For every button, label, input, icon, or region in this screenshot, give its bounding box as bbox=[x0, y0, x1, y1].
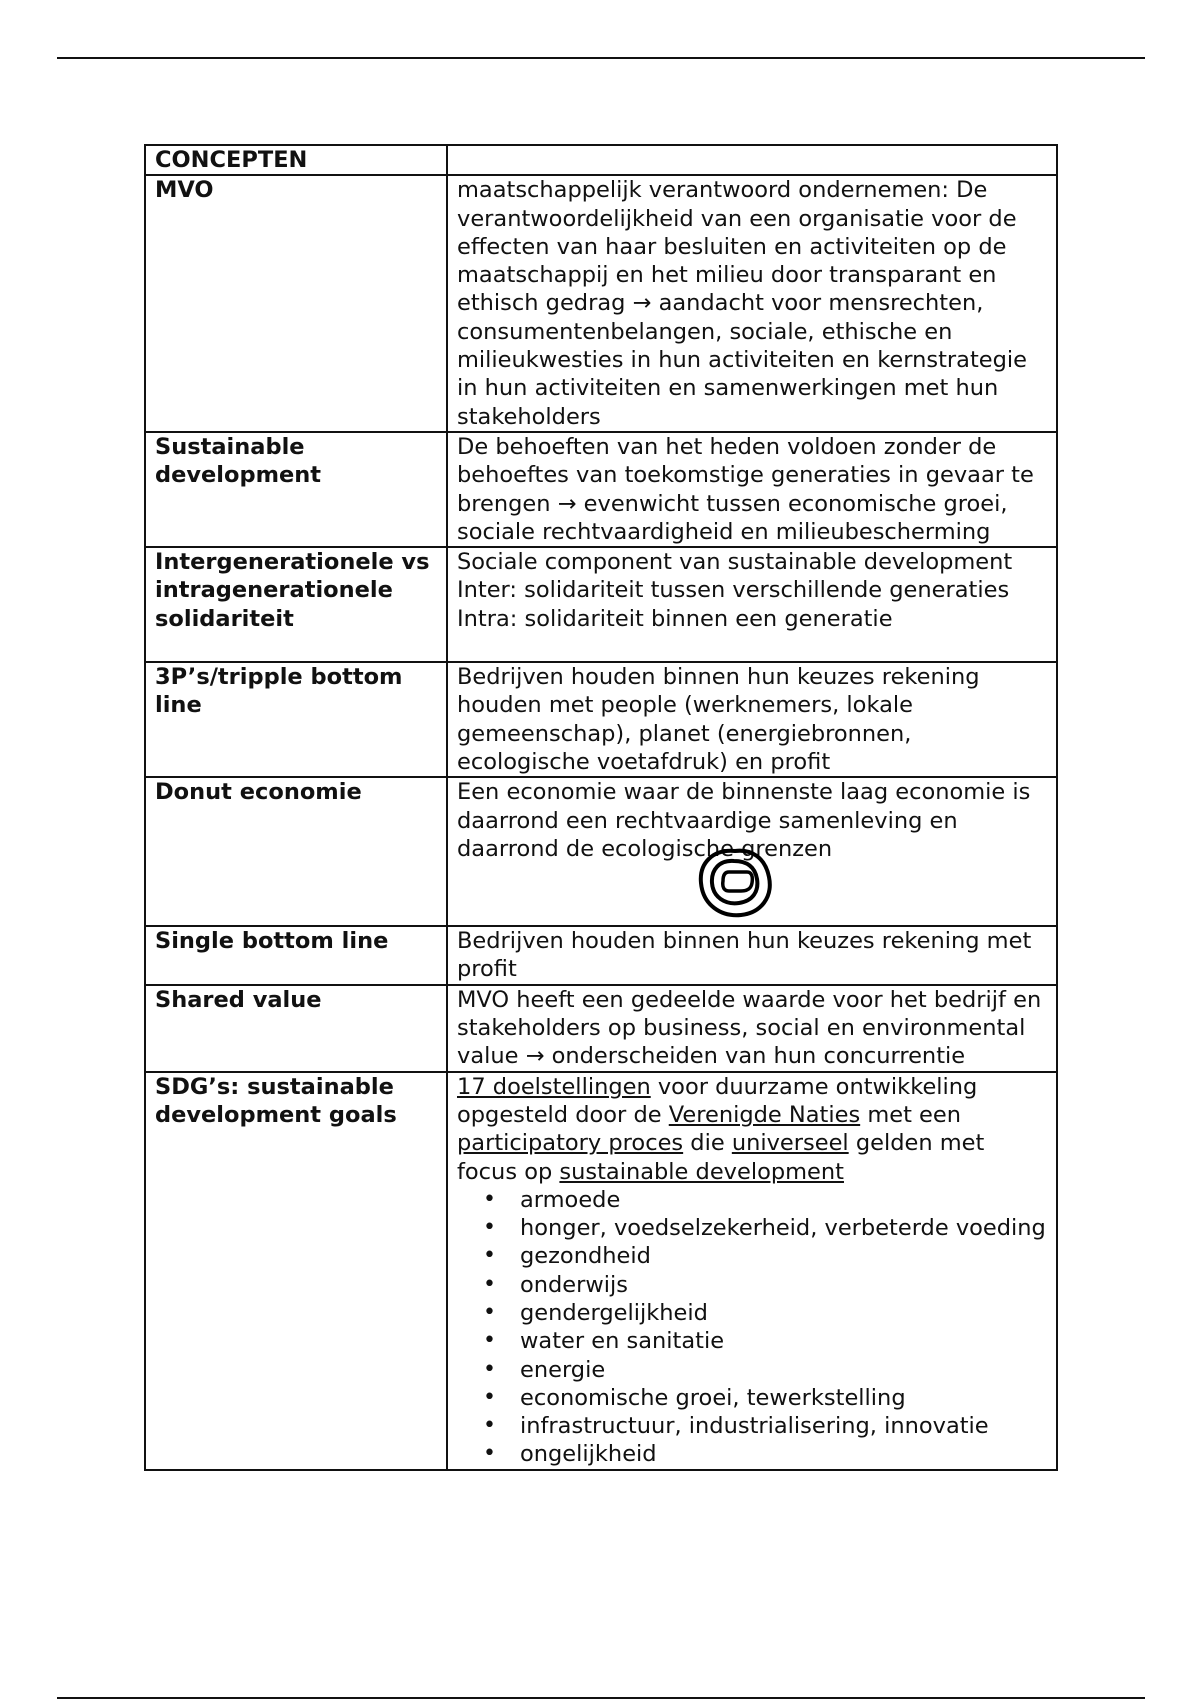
definition-donut-economy-cell bbox=[447, 777, 1057, 926]
definition-sustainable-development: De behoeften van het heden voldoen zonder de behoeftes van toekomstige generaties in gevaar te brengen → evenwicht tussen economische groei, sociale rechtvaardigheid en milieubescherming bbox=[447, 432, 1057, 547]
list-item: • gezondheid bbox=[520, 1242, 1048, 1270]
term-single-bottom-line: Single bottom line bbox=[145, 926, 447, 985]
sdg-intro-text-2: met een bbox=[860, 1101, 962, 1128]
sdg-intro bbox=[457, 1073, 1048, 1186]
definition-donut-economy: Een economie waar de binnenste laag economie is daarrond een rechtvaardige samenleving en daarrond de ecologische grenzen bbox=[457, 779, 1031, 862]
definition-single-bottom-line: Bedrijven houden binnen hun keuzes rekening met profit bbox=[447, 926, 1057, 985]
solidarity-line-3: Intra: solidariteit binnen een generatie bbox=[457, 605, 893, 632]
term-sdgs: SDG’s: sustainable development goals bbox=[145, 1072, 447, 1470]
term-donut-economy: Donut economie bbox=[145, 777, 447, 926]
list-item: • onderwijs bbox=[520, 1271, 1048, 1299]
list-item: • energie bbox=[520, 1356, 1048, 1384]
solidarity-line-2: Inter: solidariteit tussen verschillende generaties bbox=[457, 577, 1010, 604]
sdg-intro-17-goals: 17 doelstellingen bbox=[457, 1073, 651, 1100]
table-header-row bbox=[145, 145, 1057, 175]
list-item: • armoede bbox=[520, 1186, 1048, 1214]
list-item: • ongelijkheid bbox=[520, 1440, 1048, 1468]
list-item: • honger, voedselzekerheid, verbeterde voeding bbox=[520, 1214, 1048, 1242]
header-rule bbox=[57, 57, 1145, 59]
term-triple-bottom-line: 3P’s/tripple bottom line bbox=[145, 662, 447, 777]
sdg-intro-universal: universeel bbox=[731, 1130, 849, 1157]
definition-mvo: maatschappelijk verantwoord ondernemen: De verantwoordelijkheid van een organisatie voor de effecten van haar besluiten en activiteiten op de maatschappij en het milieu door transparant en ethisch gedrag → aandacht voor mensrechten, consumentenbelangen, sociale, ethische en milieukwesties in hun activiteiten en kernstrategie in hun activiteiten en samenwerkingen met hun stakeholders bbox=[447, 175, 1057, 432]
header-definition bbox=[447, 145, 1057, 175]
term-mvo: MVO bbox=[145, 175, 447, 432]
sdg-intro-sustainable-development: sustainable development bbox=[559, 1158, 844, 1185]
list-item: • infrastructuur, industrialisering, innovatie bbox=[520, 1412, 1048, 1440]
definition-sdgs bbox=[447, 1072, 1057, 1470]
term-sustainable-development: Sustainable development bbox=[145, 432, 447, 547]
definition-shared-value: MVO heeft een gedeelde waarde voor het bedrijf en stakeholders op business, social en environmental value → onderscheiden van hun concurrentie bbox=[447, 985, 1057, 1072]
sdg-goals-list bbox=[457, 1186, 1048, 1469]
table-row-sdgs bbox=[145, 1072, 1057, 1470]
list-item: • gendergelijkheid bbox=[520, 1299, 1048, 1327]
donut-doodle-drawing bbox=[695, 845, 775, 921]
term-solidarity: Intergenerationele vs intragenerationele solidariteit bbox=[145, 547, 447, 662]
sdg-intro-text-4: gelden met focus op bbox=[457, 1130, 985, 1185]
definition-triple-bottom-line: Bedrijven houden binnen hun keuzes rekening houden met people (werknemers, lokale gemeenschap), planet (energiebronnen, ecologische voetafdruk) en profit bbox=[447, 662, 1057, 777]
table-row-shared-value bbox=[145, 985, 1057, 1072]
table-row-triple-bottom-line bbox=[145, 662, 1057, 777]
list-item: • water en sanitatie bbox=[520, 1327, 1048, 1355]
sdg-intro-text-3: die bbox=[683, 1130, 732, 1157]
table-row-mvo bbox=[145, 175, 1057, 432]
list-item: • economische groei, tewerkstelling bbox=[520, 1384, 1048, 1412]
table-row-single-bottom-line bbox=[145, 926, 1057, 985]
sdg-intro-text-1: voor duurzame ontwikkeling opgesteld door de bbox=[457, 1073, 978, 1128]
table-row-donut-economy bbox=[145, 777, 1057, 926]
sdg-intro-united-nations: Verenigde Naties bbox=[668, 1101, 861, 1128]
concepts-table bbox=[144, 144, 1058, 1471]
table-row-sustainable-development bbox=[145, 432, 1057, 547]
table-row-solidarity bbox=[145, 547, 1057, 662]
header-term: CONCEPTEN bbox=[145, 145, 447, 175]
term-shared-value: Shared value bbox=[145, 985, 447, 1072]
solidarity-line-1: Sociale component van sustainable development bbox=[457, 549, 1013, 576]
footer-rule bbox=[57, 1697, 1145, 1699]
sdg-intro-participatory: participatory proces bbox=[457, 1130, 684, 1157]
definition-solidarity bbox=[447, 547, 1057, 662]
